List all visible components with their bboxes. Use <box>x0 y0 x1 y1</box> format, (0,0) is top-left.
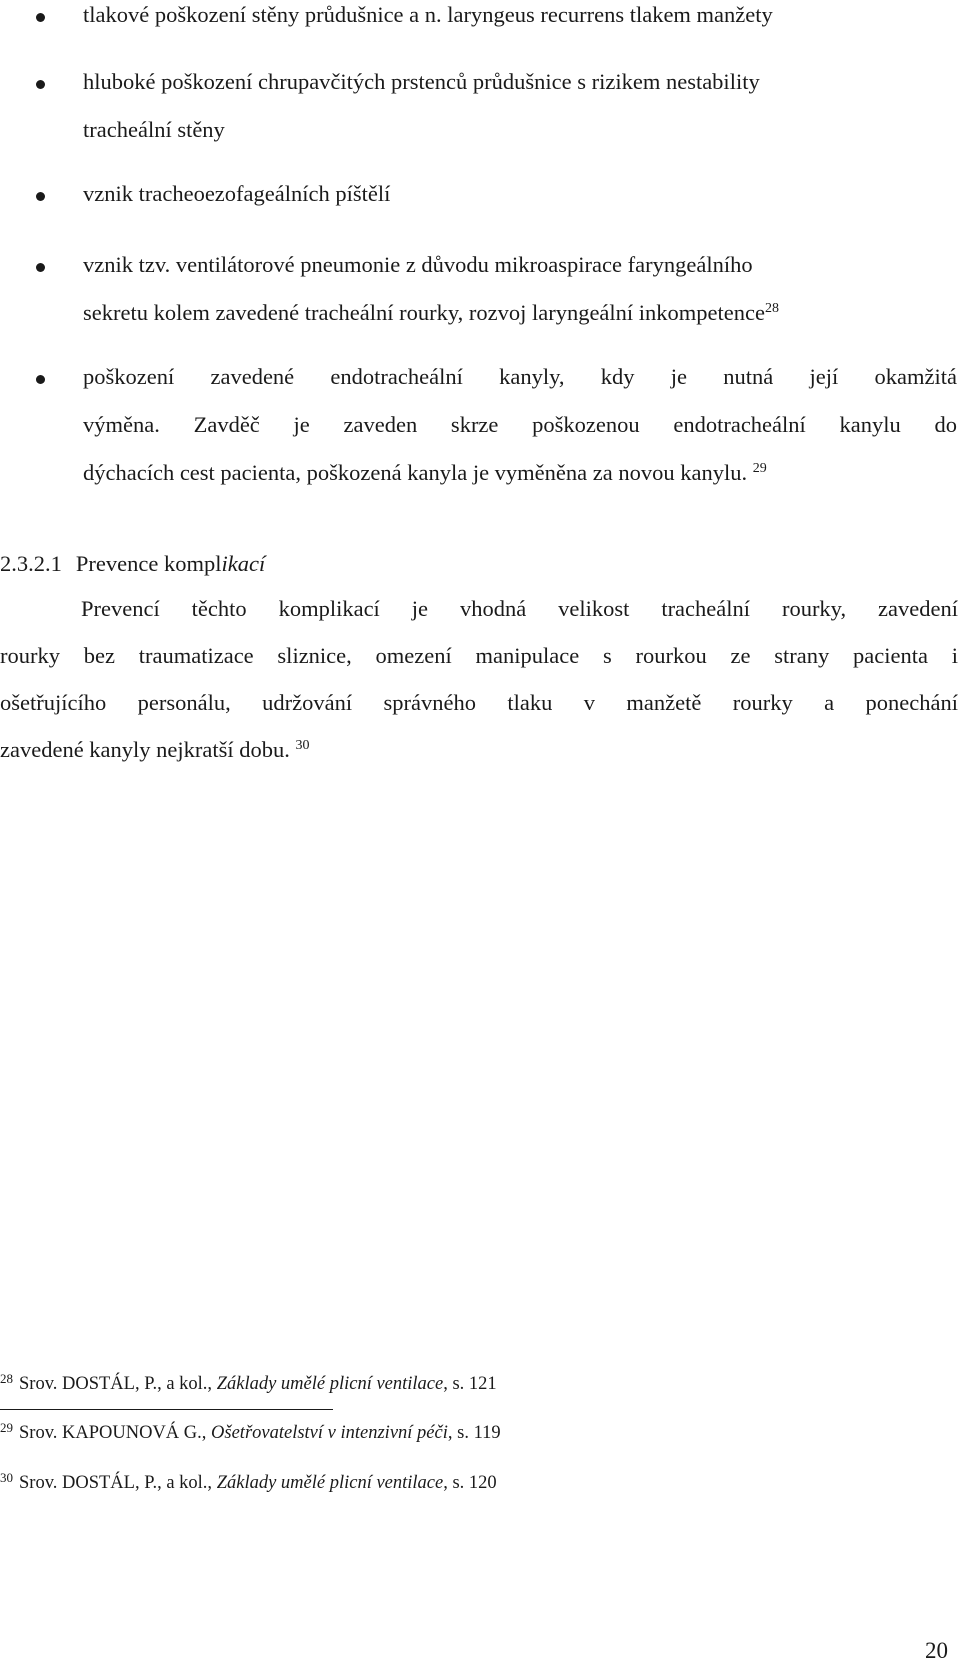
bullet-icon <box>36 192 45 201</box>
footnote-title: Ošetřovatelství v intenzivní péči <box>211 1423 448 1443</box>
footnote-text: Srov. DOSTÁL, P., a kol., <box>19 1374 217 1394</box>
footnote-text: , s. 120 <box>443 1473 497 1493</box>
footnote-reference: 28 <box>765 301 779 316</box>
paragraph-line: ošetřujícího personálu, udržování správného tlaku v manžetě rourky a ponechání <box>0 690 958 715</box>
footnote <box>0 1420 501 1444</box>
footnote-number: 29 <box>0 1420 13 1435</box>
list-item-text: tlakové poškození stěny průdušnice a n. laryngeus recurrens tlakem manžety <box>83 2 773 27</box>
bullet-icon <box>36 13 45 22</box>
footnote-reference: 30 <box>295 738 310 753</box>
list-item-text: poškození zavedené endotracheální kanyly, kdy je nutná její okamžitá <box>83 364 957 389</box>
footnote-number: 30 <box>0 1470 13 1485</box>
list-item-text: vznik tzv. ventilátorové pneumonie z důvodu mikroaspirace faryngeálního <box>83 252 753 277</box>
bullet-icon <box>36 80 45 89</box>
footnote-number: 28 <box>0 1371 13 1386</box>
footnote-text: , s. 121 <box>443 1374 497 1394</box>
paragraph-line: zavedené kanyly nejkratší dobu. <box>0 737 290 762</box>
footnote-title: Základy umělé plicní ventilace <box>216 1374 444 1394</box>
footnote-text: , s. 119 <box>447 1423 501 1443</box>
footnote <box>0 1371 497 1395</box>
section-heading <box>0 551 265 577</box>
footnote-title: Základy umělé plicní ventilace <box>216 1473 444 1493</box>
footnote-text: Srov. KAPOUNOVÁ G., <box>19 1423 212 1443</box>
section-title-italic: ikací <box>221 551 266 576</box>
footnote-reference: 29 <box>752 461 767 476</box>
paragraph-line: rourky bez traumatizace sliznice, omezení manipulace s rourkou ze strany pacienta i <box>0 643 958 668</box>
footnote-separator <box>0 1409 333 1410</box>
footnote <box>0 1470 497 1494</box>
section-number: 2.3.2.1 <box>0 551 62 576</box>
section-title: Prevence kompl <box>75 551 222 576</box>
list-item-text: hluboké poškození chrupavčitých prstenců průdušnice s rizikem nestability <box>83 69 760 94</box>
paragraph-line: Prevencí těchto komplikací je vhodná velikost tracheální rourky, zavedení <box>81 596 958 621</box>
footnote-text: Srov. DOSTÁL, P., a kol., <box>19 1473 217 1493</box>
bullet-icon <box>36 263 45 272</box>
page-number: 20 <box>925 1638 948 1663</box>
list-item-text: vznik tracheoezofageálních píštělí <box>83 181 391 206</box>
list-item-text: tracheální stěny <box>83 117 225 142</box>
list-item-text: výměna. Zavděč je zaveden skrze poškozenou endotracheální kanylu do <box>83 412 957 437</box>
list-item-text: dýchacích cest pacienta, poškozená kanyla je vyměněna za novou kanylu. <box>83 460 748 485</box>
prevention-paragraph <box>0 585 958 773</box>
bullet-icon <box>36 375 45 384</box>
list-item-text: sekretu kolem zavedené tracheální rourky, rozvoj laryngeální inkompetence <box>83 300 765 325</box>
